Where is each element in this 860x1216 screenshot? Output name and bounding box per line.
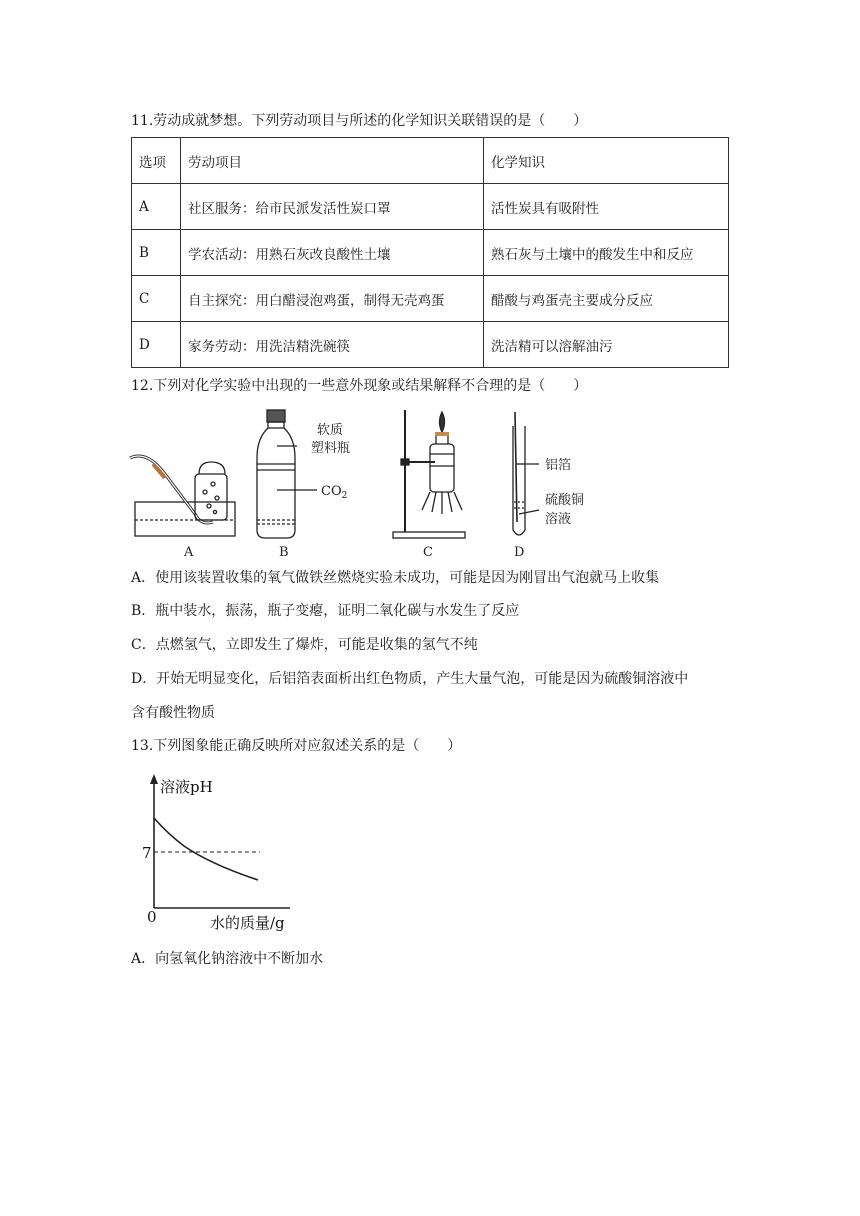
table-row [132,322,729,368]
row-knowledge: 洗洁精可以溶解油污 [484,322,729,368]
q13-ph-graph [140,772,310,934]
figure-label-d: D [514,545,525,560]
apparatus-c [393,410,465,538]
row-activity: 自主探究：用白醋浸泡鸡蛋，制得无壳鸡蛋 [181,276,484,322]
row-key: D [132,322,181,368]
header-knowledge: 化学知识 [484,138,729,184]
row-knowledge: 熟石灰与土壤中的酸发生中和反应 [484,230,729,276]
row-key: C [132,276,181,322]
header-option: 选项 [132,138,181,184]
row-key: B [132,230,181,276]
ref-line-label: 7 [142,844,152,862]
apparatus-b [257,410,317,538]
bottle-label-plastic: 塑料瓶 [311,441,351,456]
q11-table [131,137,729,368]
solution-label-2: 溶液 [545,512,572,527]
bottle-label-soft: 软质 [317,423,344,438]
q12-stem: 12.下列对化学实验中出现的一些意外现象或结果解释不合理的是（ ） [131,378,588,394]
q12-option-d-cont: 含有酸性物质 [131,705,215,721]
q11-stem: 11.劳动成就梦想。下列劳动项目与所述的化学知识关联错误的是（ ） [131,113,588,129]
row-key: A [132,184,181,230]
x-axis-label: 水的质量/g [210,914,285,932]
q12-option-b: B．瓶中装水，振荡，瓶子变瘪，证明二氧化碳与水发生了反应 [131,603,520,619]
co2-label: $CO_2$ [321,484,348,501]
row-knowledge: 活性炭具有吸附性 [484,184,729,230]
apparatus-a [130,456,235,536]
foil-label: 铝箔 [545,458,572,473]
table-row [132,230,729,276]
apparatus-d [513,412,539,535]
y-axis-label: 溶液pH [160,778,213,796]
table-header-row [132,138,729,184]
origin-label: 0 [147,908,157,926]
q12-apparatus-figure [125,404,605,564]
table-row [132,184,729,230]
row-knowledge: 醋酸与鸡蛋壳主要成分反应 [484,276,729,322]
q13-stem: 13.下列图象能正确反映所对应叙述关系的是（ ） [131,738,462,754]
figure-label-c: C [423,545,433,560]
row-activity: 家务劳动：用洗洁精洗碗筷 [181,322,484,368]
row-activity: 学农活动：用熟石灰改良酸性土壤 [181,230,484,276]
figure-label-a: A [184,545,194,560]
header-activity: 劳动项目 [181,138,484,184]
q12-option-c: C．点燃氢气，立即发生了爆炸，可能是收集的氢气不纯 [131,637,478,653]
q12-option-d: D．开始无明显变化，后铝箔表面析出红色物质，产生大量气泡，可能是因为硫酸铜溶液中 [131,671,689,687]
row-activity: 社区服务：给市民派发活性炭口罩 [181,184,484,230]
table-row [132,276,729,322]
figure-label-b: B [279,545,289,560]
q12-option-a: A．使用该装置收集的氧气做铁丝燃烧实验未成功，可能是因为刚冒出气泡就马上收集 [131,570,660,586]
solution-label-1: 硫酸铜 [545,493,585,508]
q13-option-a: A．向氢氧化钠溶液中不断加水 [131,951,324,967]
